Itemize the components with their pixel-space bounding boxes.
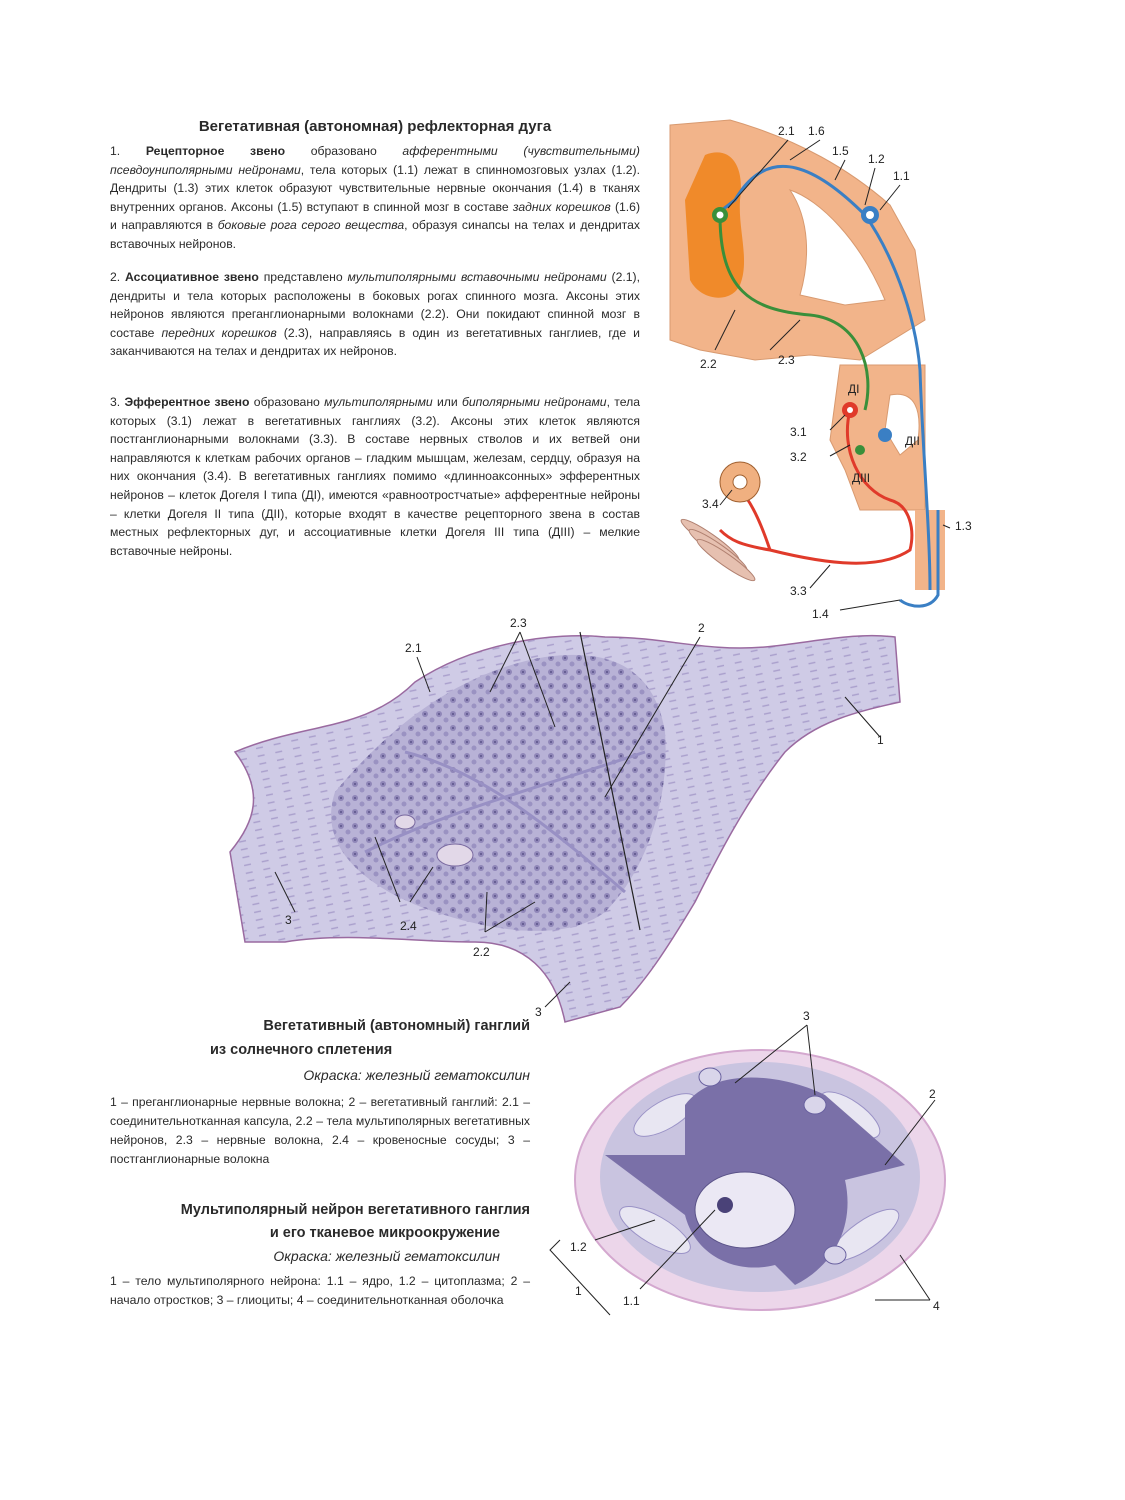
label-3: 3 [803,1009,810,1023]
term-efferent: Эфферентное звено [124,395,250,409]
text: образовано [249,395,325,409]
blood-vessel [437,844,473,866]
label-1-2: 1.2 [570,1240,587,1254]
italic-text: боковые рога серого вещества [217,218,405,233]
text: (2.3), направляясь в один из вегетативных ганглиев, где и заканчиваются на телах и дендритах их нейронов. [110,325,640,359]
label-dogiel-iii: ДIII [852,471,871,485]
label-1: 1 [575,1284,582,1298]
text: , тела которых (3.1) лежат в вегетативных ганглиях (3.2). Аксоны этих клеток являются постганглионарными волокнами (3.3). В составе нервных стволов и их ветвей они направляются к клеткам рабочих органов – гладким мышцам, железам, сердцу, образуя на них окончания (3.4). В вегетативных ганглиях помимо «длинноаксонных» эфферентных нейронов – клеток Догеля I типа (ДI), имеются «равноотростчатые» афферентные нейроны – клетки Догеля II типа (ДII), которые входят в качестве рецепторного звена в состав местных рефлекторных дуг, и ассоциативные клетки Догеля III типа (ДIII) – мелкие вставочные нейроны. [110,395,640,558]
para-number: 1. [110,144,121,158]
label-3-2: 3.2 [790,450,807,464]
label-4: 4 [933,1299,940,1313]
neuron-nucleus [847,407,853,413]
label-1-6: 1.6 [808,124,825,138]
label-3-3: 3.3 [790,584,807,598]
label-3: 3 [285,913,292,927]
paragraph-receptor-link [110,142,640,254]
neuron-caption-legend: 1 – тело мультиполярного нейрона: 1.1 – ядро, 1.2 – цитоплазма; 2 – начало отростков; 3 – глиоциты; 4 – соединительнотканная оболочка [110,1274,530,1307]
ganglion-caption-title-2: из солнечного сплетения [210,1042,393,1058]
label-1-4: 1.4 [812,607,829,621]
label-3-post: 3 [535,1005,542,1019]
label-dogiel-ii: ДII [905,434,920,448]
label-2: 2 [929,1087,936,1101]
reflex-arc-diagram [660,110,1000,630]
reflex-arc-title: Вегетативная (автономная) рефлекторная дуга [198,118,552,135]
ganglion-caption-title-1: Вегетативный (автономный) ганглий [263,1018,530,1034]
blood-vessel [395,815,415,829]
italic-text: передних корешков [161,325,277,340]
label-1-2: 1.2 [868,152,885,166]
label-2-1: 2.1 [778,124,795,138]
ganglion-caption-legend: 1 – преганглионарные нервные волокна; 2 – вегетативный ганглий: 2.1 – соединительнотканная капсула, 2.2 – тела мультиполярных вегетативных нейронов, 2.3 – нервные волокна, 2.4 – кровеносные сосуды; 3 – постганглионарные волокна [110,1095,530,1166]
label-1-1: 1.1 [893,169,910,183]
neuron-nucleus [695,1172,795,1248]
label-3-4: 3.4 [702,497,719,511]
para-number: 3. [110,395,121,409]
label-1: 1 [877,733,884,747]
neuron-caption-title-1: Мультиполярный нейрон вегетативного ганглия [180,1202,530,1218]
label-1-5: 1.5 [832,144,849,158]
label-dogiel-i: ДI [848,382,860,396]
label-2-1: 2.1 [405,641,422,655]
label-1-3: 1.3 [955,519,972,533]
italic-text: афферентными (чувствительными) псевдоуниполярными нейронами [110,144,640,177]
text: (1.6) и направляются в [110,199,641,233]
neuron-nucleus [717,212,724,219]
label-2-2: 2.2 [700,357,717,371]
text: , образуя синапсы на телах и дендритах вставочных нейронов. [110,218,640,251]
text: образовано [285,144,403,158]
text: или [432,395,463,409]
label-2-4: 2.4 [400,919,417,933]
para-number: 2. [110,270,121,284]
text: представлено [258,270,348,284]
label-1-1: 1.1 [623,1294,640,1308]
gland-lumen-icon [733,475,747,489]
dogiel-type-ii-neuron [878,428,892,442]
paragraph-associative-link [110,268,640,361]
dogiel-type-iii-neuron [855,445,865,455]
label-2: 2 [698,621,705,635]
neuron-nucleus [866,211,874,219]
italic-text: задних корешков [512,199,611,214]
italic-text: биполярными нейронами [462,395,607,409]
text: , тела которых (1.1) лежат в спинномозговых узлах (1.2). Дендриты (1.3) этих клеток образуют чувствительные нервные окончания (1.4) в тканях внутренних органов. Аксоны (1.5) вступают в спинной мозг в составе [110,162,641,214]
term-receptor: Рецепторное звено [145,144,286,158]
ganglion-histology [225,612,905,1027]
smooth-muscle-icon [678,515,758,585]
paragraph-efferent-link [110,393,640,560]
neuron-caption-title-2: и его тканевое микроокружение [269,1225,500,1241]
ganglion-caption-stain: Окраска: железный гематоксилин [303,1067,530,1083]
label-2-3: 2.3 [778,353,795,367]
italic-text: мультиполярными вставочными нейронами [347,270,607,284]
italic-text: мультиполярными [324,395,433,409]
label-2-3: 2.3 [510,616,527,630]
label-2-2: 2.2 [473,945,490,959]
nucleolus [717,1197,733,1213]
neuron-histology [545,1005,965,1325]
label-3-1: 3.1 [790,425,807,439]
term-associative: Ассоциативное звено [125,270,259,284]
neuron-caption-stain: Окраска: железный гематоксилин [273,1248,500,1264]
text: (2.1), дендриты и тела которых расположены в боковых рогах спинного мозга. Аксоны этих нейронов являются преганглионарными волокнами (2.2). Они покидают спинной мозг в составе [110,270,640,340]
